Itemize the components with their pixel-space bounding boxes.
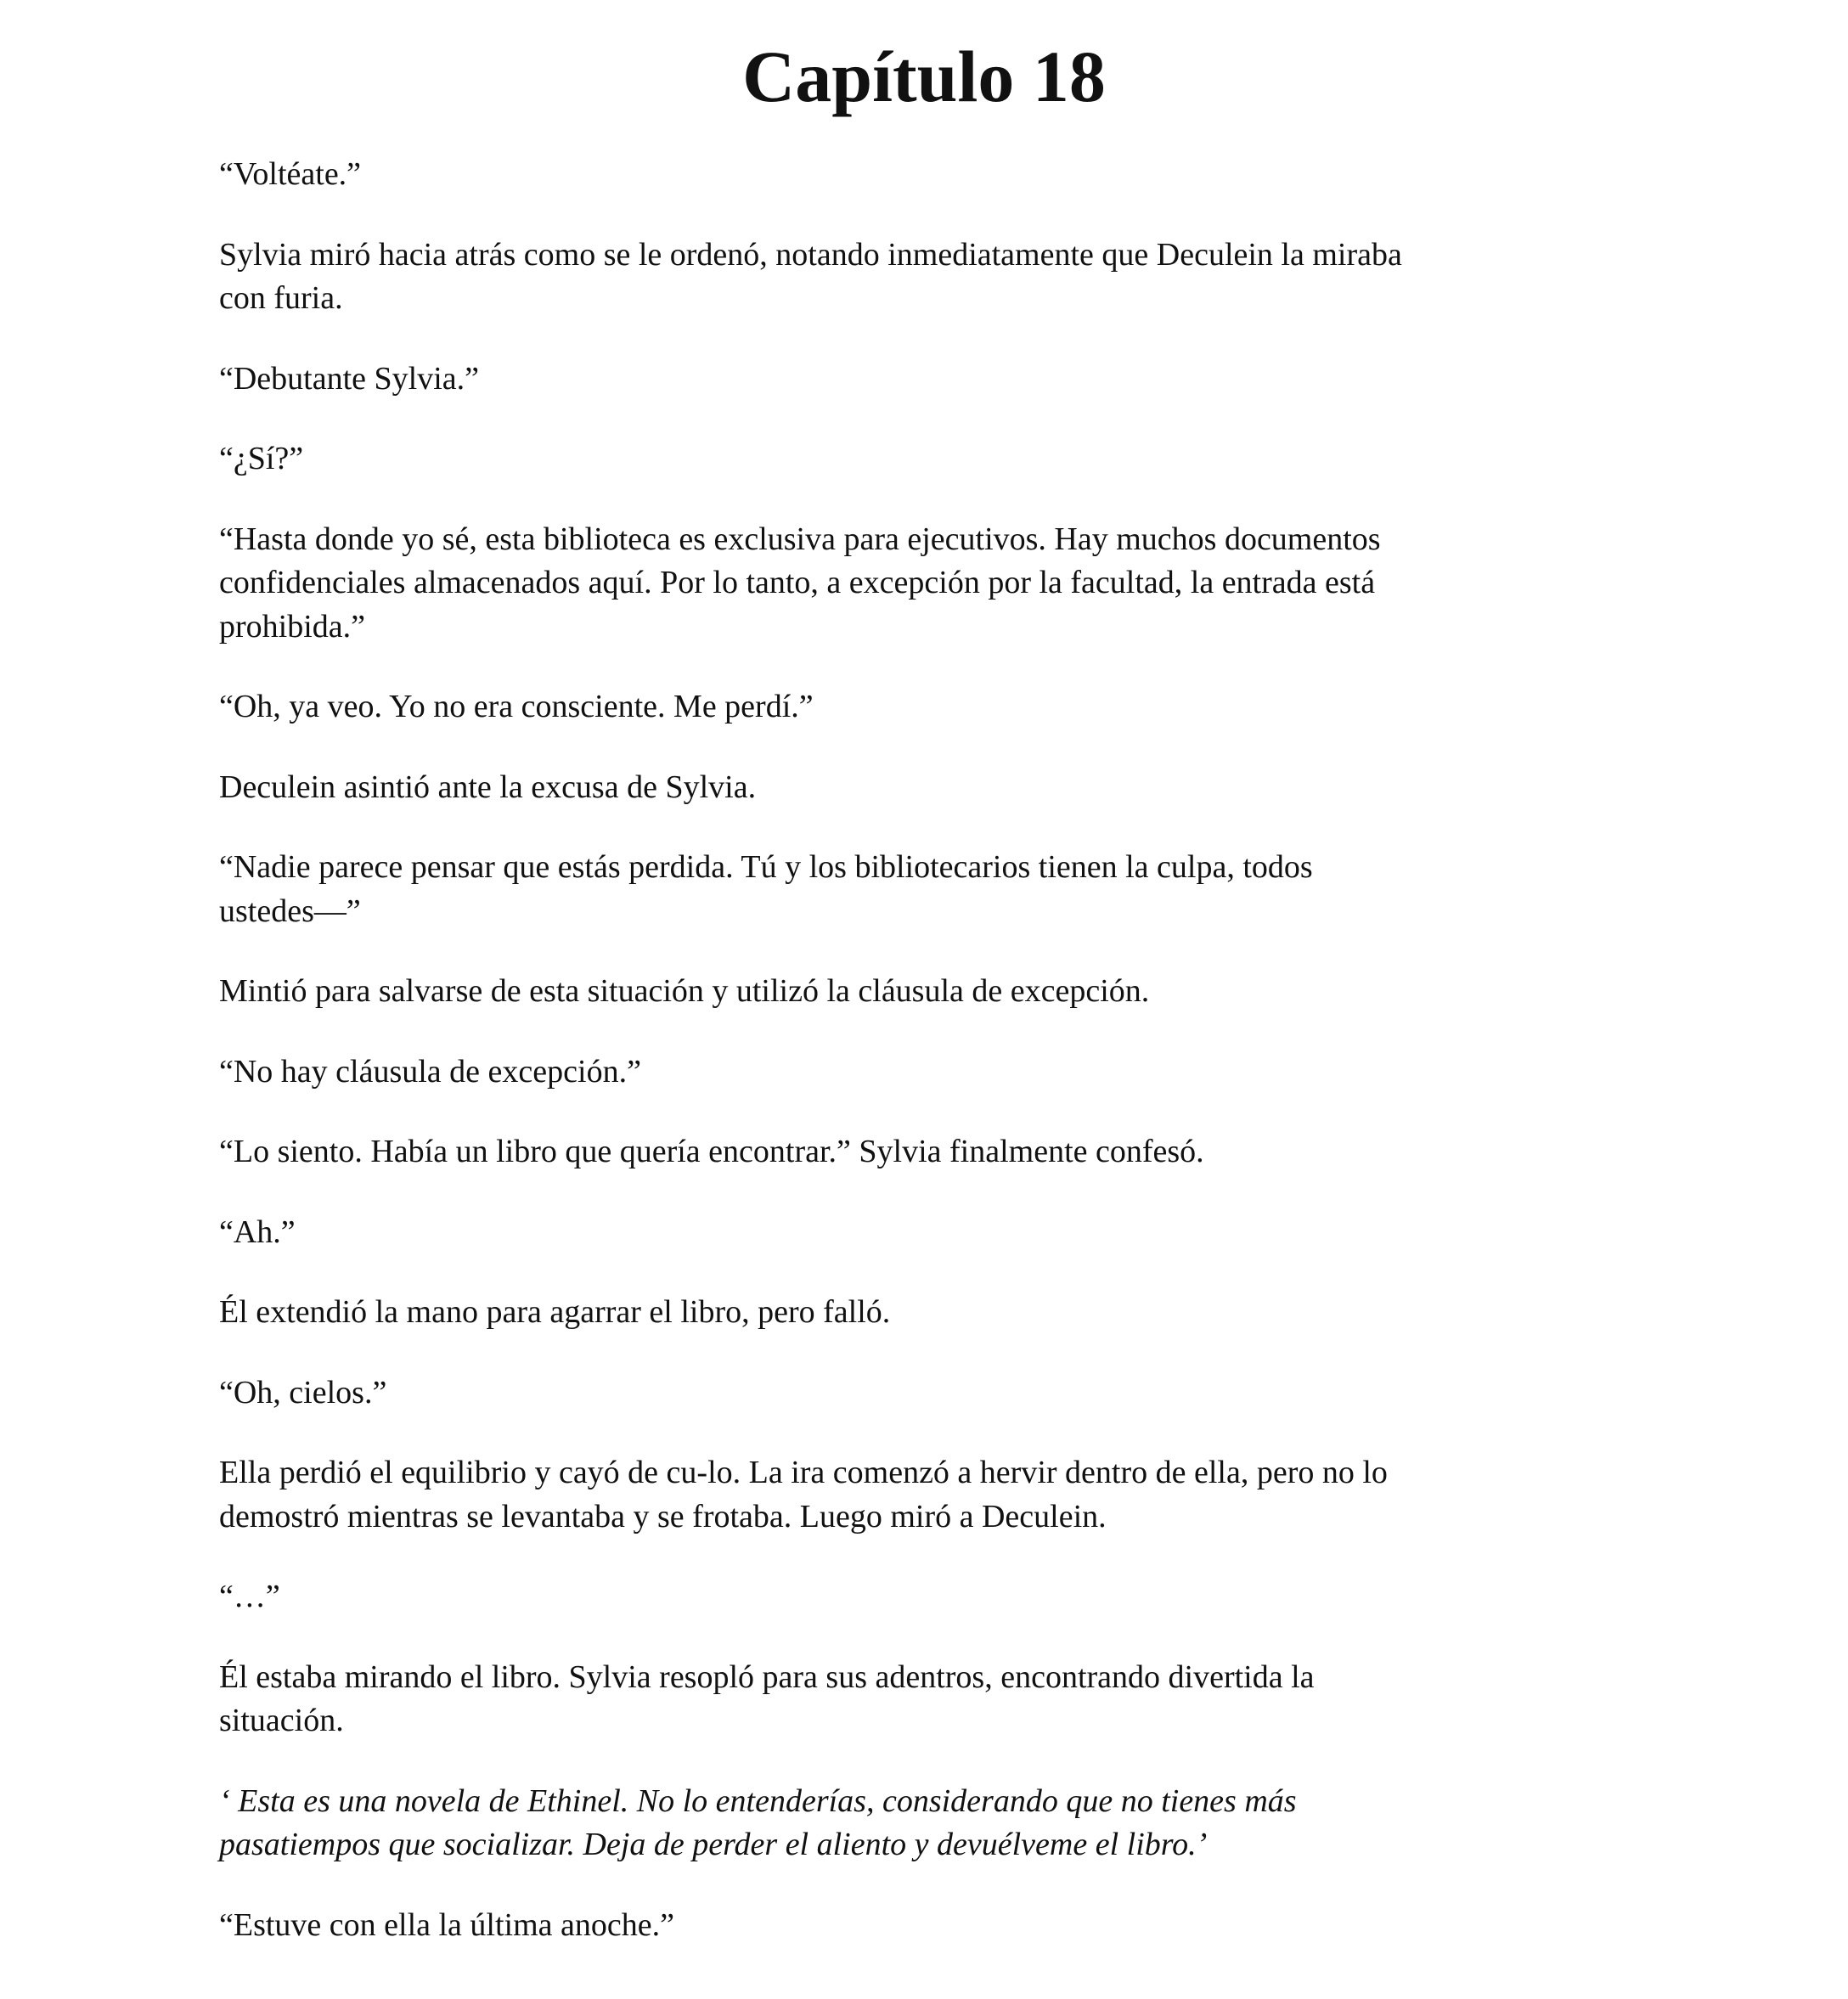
text-line: confidenciales almacenados aquí. Por lo tanto, a excepción por la facultad, la entrada está	[219, 565, 1376, 600]
paragraph	[219, 1656, 1663, 1743]
chapter-title: Capítulo 18	[742, 36, 1106, 117]
text-line: “Lo siento. Había un libro que quería encontrar.” Sylvia finalmente confesó.	[219, 1134, 1204, 1169]
text-line: demostró mientras se levantaba y se frotaba. Luego miró a Deculein.	[219, 1498, 1107, 1534]
text-line: “Estuve con ella la última anoche.”	[219, 1906, 674, 1943]
chapter-body	[219, 153, 1663, 1984]
text-line: “¿Sí?”	[219, 441, 304, 476]
text-line: Sylvia miró hacia atrás como se le ordenó, notando inmediatamente que Deculein la miraba	[219, 236, 1402, 273]
paragraph	[219, 1211, 1663, 1255]
text-line: “Debutante Sylvia.”	[219, 360, 480, 397]
paragraph	[219, 1451, 1663, 1539]
paragraph	[219, 234, 1663, 321]
text-line: “Nadie parece pensar que estás perdida. Tú y los bibliotecarios tienen la culpa, todos	[219, 849, 1313, 885]
text-line: “Oh, cielos.”	[219, 1374, 387, 1411]
text-line: prohibida.”	[219, 608, 366, 645]
paragraph	[219, 846, 1663, 933]
paragraph	[219, 1291, 1663, 1335]
paragraph	[219, 1904, 1663, 1948]
paragraph	[219, 1371, 1663, 1416]
paragraph	[219, 970, 1663, 1014]
paragraph	[219, 685, 1663, 729]
paragraph	[219, 358, 1663, 402]
text-line: Mintió para salvarse de esta situación y utilizó la cláusula de excepción.	[219, 973, 1150, 1009]
paragraph	[219, 1575, 1663, 1619]
text-line: con furia.	[219, 280, 343, 316]
paragraph	[219, 1130, 1663, 1174]
text-line: “Ah.”	[219, 1213, 296, 1250]
paragraph	[219, 518, 1663, 650]
text-line: Ella perdió el equilibrio y cayó de cu-lo. La ira comenzó a hervir dentro de ella, pero no lo	[219, 1455, 1388, 1490]
text-line: “No hay cláusula de excepción.”	[219, 1053, 641, 1090]
text-line: ustedes—”	[219, 893, 361, 929]
text-line: situación.	[219, 1703, 344, 1738]
text-line: pasatiempos que socializar. Deja de perder el aliento y devuélveme el libro.’	[219, 1827, 1208, 1862]
text-line: Él estaba mirando el libro. Sylvia resopló para sus adentros, encontrando divertida la	[219, 1658, 1315, 1695]
paragraph	[219, 437, 1663, 481]
text-line: Él extendió la mano para agarrar el libro, pero falló.	[219, 1294, 891, 1330]
paragraph	[219, 766, 1663, 810]
paragraph	[219, 153, 1663, 197]
text-line: Deculein asintió ante la excusa de Sylvia.	[219, 769, 757, 805]
italic-thought-paragraph	[219, 1780, 1663, 1867]
paragraph	[219, 1050, 1663, 1095]
text-line: “…”	[219, 1579, 280, 1614]
text-line: “Hasta donde yo sé, esta biblioteca es exclusiva para ejecutivos. Hay muchos documentos	[219, 521, 1381, 557]
text-line: “Voltéate.”	[219, 156, 362, 192]
text-line: “Oh, ya veo. Yo no era consciente. Me perdí.”	[219, 689, 814, 724]
text-line: ‘ Esta es una novela de Ethinel. No lo entenderías, considerando que no tienes más	[219, 1782, 1297, 1819]
